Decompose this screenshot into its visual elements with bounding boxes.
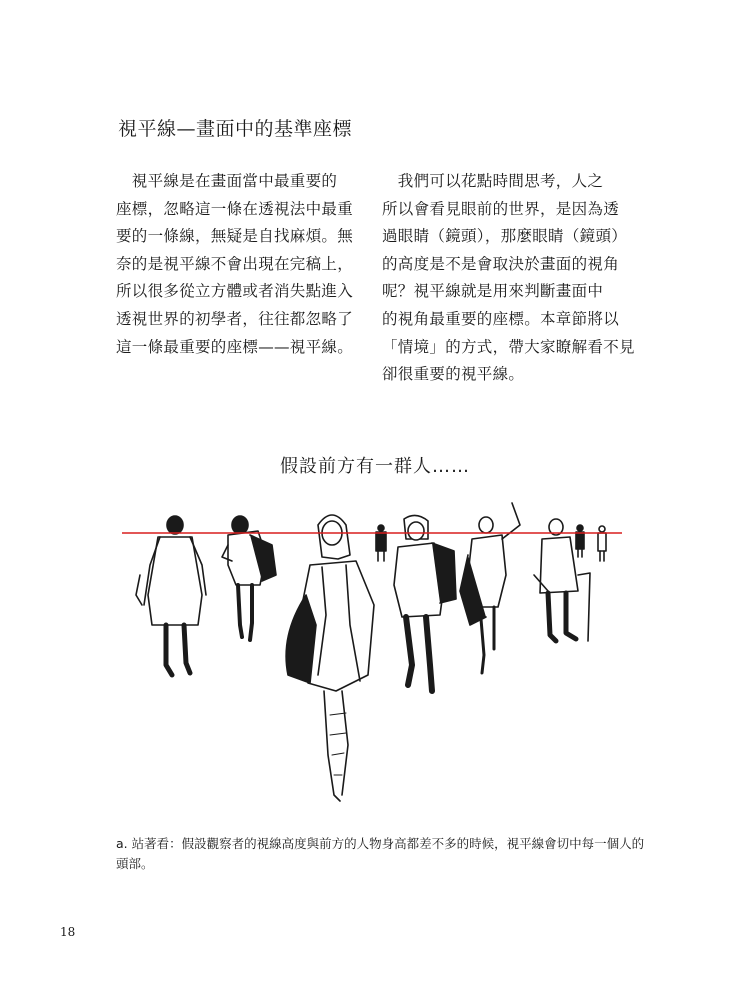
paragraph-line: 所以會看見眼前的世界，是因為透: [382, 199, 620, 218]
figure-back-view: [136, 516, 206, 675]
crowd-illustration: [110, 495, 640, 820]
caption-line: a. 站著看：假設觀察者的視線高度與前方的人物身高都差不多的時候，視平線會切中每一個人的: [116, 836, 645, 851]
paragraph-line: 的高度是不是會取決於畫面的視角: [382, 254, 620, 273]
figure-waving-man: [460, 503, 520, 673]
paragraph-line: 透視世界的初學者，往往都忽略了: [116, 309, 354, 328]
paragraph-line: 過眼睛（鏡頭），那麼眼睛（鏡頭）: [382, 227, 628, 246]
paragraph-line: 的視角最重要的座標。本章節將以: [382, 309, 620, 328]
figure-hooded-man: [394, 515, 456, 691]
paragraph-line: 要的一條線，無疑是自找麻煩。無: [116, 227, 354, 246]
paragraph-line: 奈的是視平線不會出現在完稿上，: [116, 254, 354, 273]
paragraph-line: 呢？視平線就是用來判斷畫面中: [382, 282, 604, 301]
paragraph-line: 座標，忽略這一條在透視法中最重: [116, 199, 354, 218]
figure-distant-small: [376, 525, 386, 561]
paragraph-line: 「情境」的方式，帶大家瞭解看不見: [382, 337, 635, 356]
right-text-column: [382, 168, 635, 389]
paragraph-line: 視平線是在畫面當中最重要的: [116, 172, 338, 190]
left-text-column: [116, 168, 366, 361]
page-number: 18: [60, 925, 76, 939]
paragraph-line: 這一條最重要的座標——視平線。: [116, 337, 354, 356]
figure-caption: [116, 834, 645, 874]
figure-foreground-woman: [286, 515, 374, 801]
figure-photographer: [222, 516, 276, 640]
paragraph-line: 卻很重要的視平線。: [382, 365, 525, 384]
paragraph-line: 我們可以花點時間思考，人之: [382, 172, 604, 190]
section-title: 視平線—畫面中的基準座標: [118, 118, 353, 140]
figure-distant-right: [576, 525, 606, 561]
caption-line: 頭部。: [116, 856, 154, 871]
illustration-heading: 假設前方有一群人……: [280, 456, 470, 477]
paragraph-line: 所以很多從立方體或者消失點進入: [116, 282, 354, 301]
